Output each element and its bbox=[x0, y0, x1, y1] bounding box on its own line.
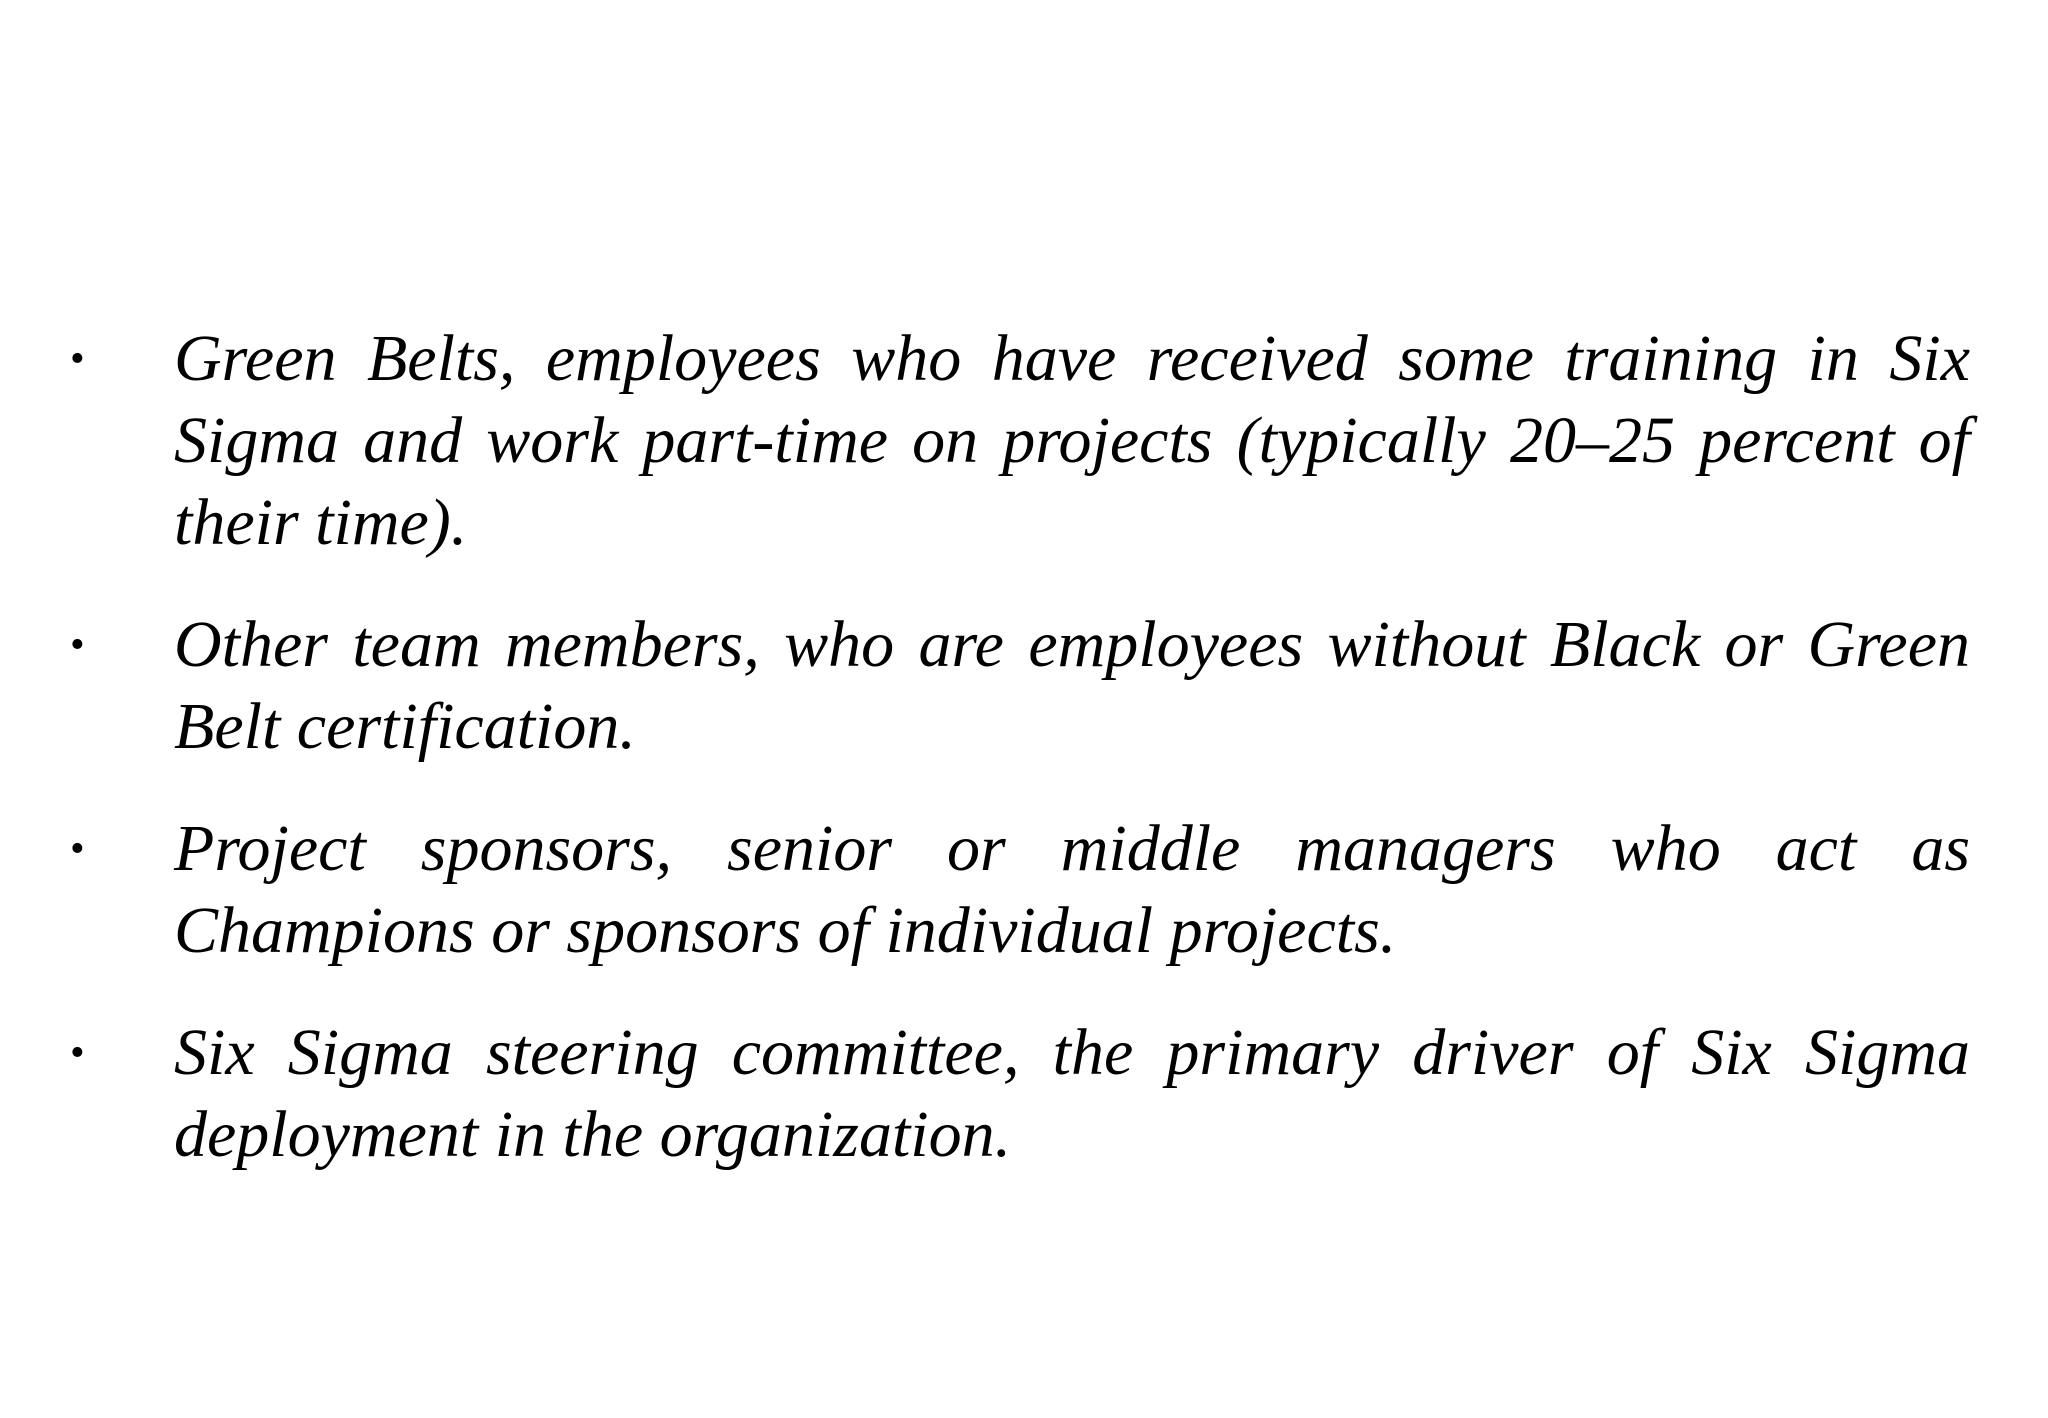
bullet-marker: • bbox=[70, 336, 85, 382]
bullet-item-green-belts bbox=[70, 318, 1970, 564]
bullet-marker: • bbox=[70, 826, 85, 872]
bullet-item-steering-committee bbox=[70, 1012, 1970, 1176]
bullet-list bbox=[70, 318, 1970, 1216]
bullet-marker: • bbox=[70, 622, 85, 668]
bullet-text: Other team members, who are employees without Black or Green Belt certification. bbox=[174, 608, 1970, 763]
bullet-text: Six Sigma steering committee, the primary driver of Six Sigma deployment in the organization. bbox=[174, 1016, 1970, 1171]
bullet-text: Project sponsors, senior or middle managers who act as Champions or sponsors of individual projects. bbox=[174, 812, 1970, 967]
bullet-item-other-team-members bbox=[70, 604, 1970, 768]
bullet-item-project-sponsors bbox=[70, 808, 1970, 972]
bullet-text: Green Belts, employees who have received some training in Six Sigma and work part-time on projects (typically 20–25 percent of their time). bbox=[174, 322, 1970, 559]
bullet-marker: • bbox=[70, 1030, 85, 1076]
